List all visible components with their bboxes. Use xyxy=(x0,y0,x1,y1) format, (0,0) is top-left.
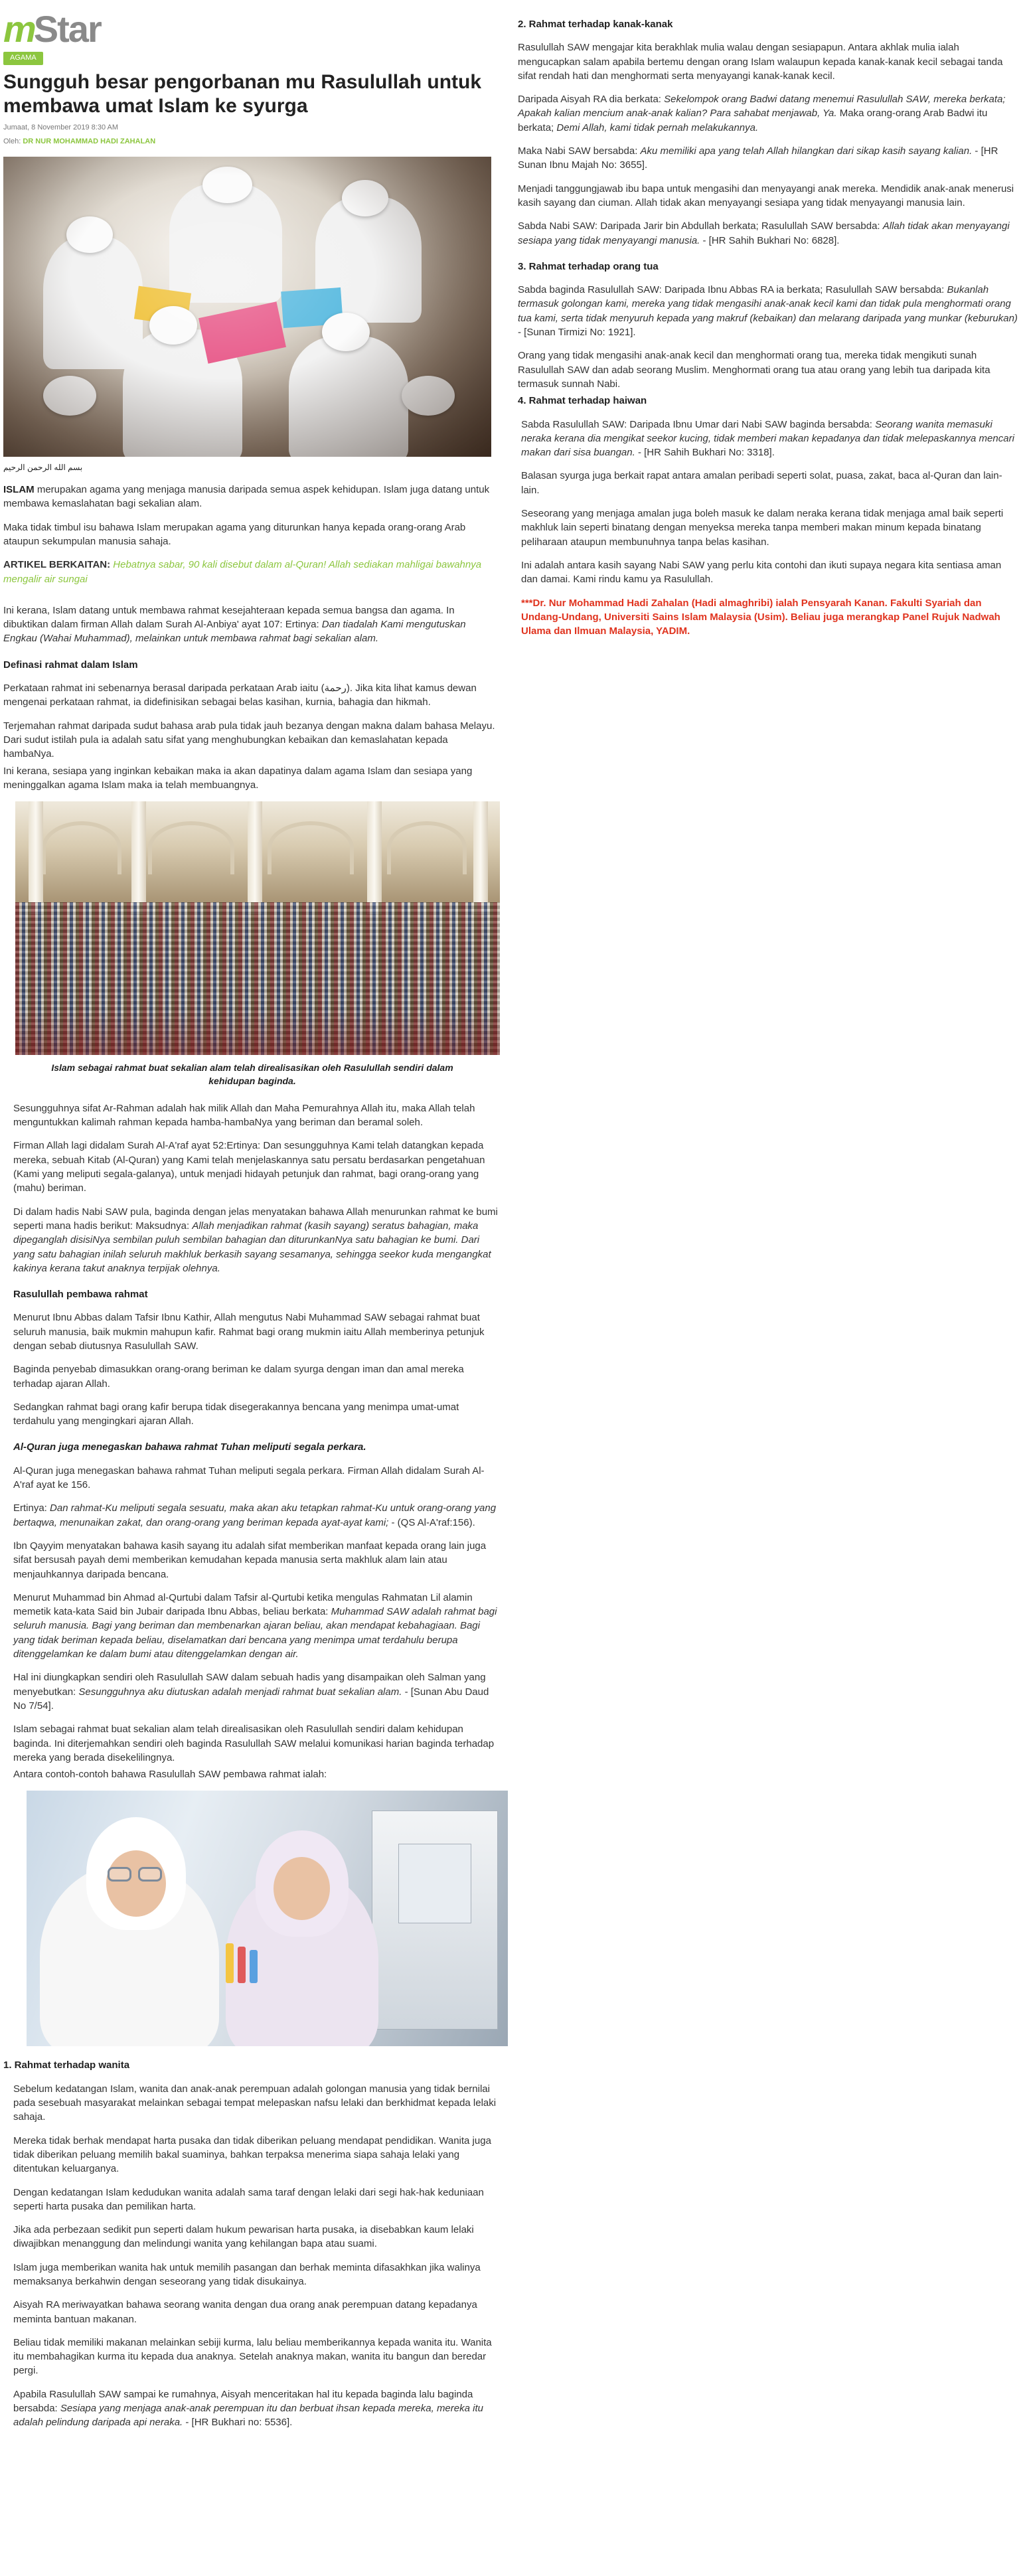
paragraph: Firman Allah lagi didalam Surah Al-A'raf ayat 52:Ertinya: Dan sesungguhnya Kami telah datangkan kepada mereka, sebuah Kitab (Al-Quran) yang Kami telah menjelaskannya satu persatu berdasarkan pengetahuan (Kami yang meliputi segala-galanya), untuk menjadi hidayah petunjuk dan rahmat, bagi orang-orang yang (mahu) beriman. xyxy=(13,1140,485,1194)
hero-image xyxy=(3,157,491,457)
section-heading: 3. Rahmat terhadap orang tua xyxy=(518,260,659,272)
related-article xyxy=(3,558,501,586)
paragraph: Menurut Ibnu Abbas dalam Tafsir Ibnu Kathir, Allah mengutus Nabi Muhammad SAW sebagai rahmat buat seluruh manusia, baik mukmin mahupun kafir. Rahmat bagi orang mukmin iaitu Allah memberinya petunjuk dengan sebab diutusnya Rasulullah SAW. xyxy=(13,1312,485,1352)
paragraph: Al-Quran juga menegaskan bahawa rahmat Tuhan meliputi segala perkara. Firman Allah didalam Surah Al-A'raf ayat ke 156. xyxy=(13,1465,485,1491)
paragraph: Ini kerana, Islam datang untuk membawa rahmat kesejahteraan kepada semua bangsa dan agama. In dibuktikan dalam firman Allah dalam Surah Al-Anbiya' ayat 107: Ertinya: Dan tiadalah Kami mengutuskan Engkau (Wahai Muhammad), melainkan untuk membawa rahmat bagi sekalian alam. xyxy=(3,604,466,645)
author-name[interactable]: DR NUR MOHAMMAD HADI ZAHALAN xyxy=(23,137,156,146)
paragraph: Ibn Qayyim menyatakan bahawa kasih sayang itu adalah sifat memberikan manfaat kepada orang lain juga sifat bersusah payah demi memberikan kemudahan kepada manusia serta makhluk alam lain atau menjauhkannya daripada bencana. xyxy=(13,1540,487,1580)
paragraph: Antara contoh-contoh bahawa Rasulullah SAW pembawa rahmat ialah: xyxy=(13,1769,327,1781)
paragraph: Menjadi tanggungjawab ibu bapa untuk mengasihi dan menyayangi anak mereka. Mendidik anak-anak menerusi kasih sayang dan ciuman. Allah tidak akan menyayangi sesiapa yang tidak menyayangi manusia lain. xyxy=(518,183,1014,208)
paragraph: Balasan syurga juga berkait rapat antara amalan peribadi seperti solat, puasa, zakat, baca al-Quran dan lain-lain. xyxy=(521,470,1002,496)
paragraph: Aisyah RA meriwayatkan bahawa seorang wanita dengan dua orang anak perempuan datang kepadanya meminta bantuan makanan. xyxy=(13,2299,477,2325)
paragraph: Sedangkan rahmat bagi orang kafir berupa tidak disegerakannya bencana yang menimpa umat-umat terdahulu yang mengingkari ajaran Allah. xyxy=(13,1401,459,1427)
related-link[interactable]: Hebatnya sabar, 90 kali disebut dalam al-Quran! Allah sediakan mahligai bawahnya mengalir air sungai xyxy=(3,559,482,585)
paragraph: Apabila Rasulullah SAW sampai ke rumahnya, Aisyah menceritakan hal itu kepada baginda lalu baginda bersabda: Sesiapa yang menjaga anak-anak perempuan itu dan berbuat ihsan kepada mereka, mereka itu adalah pelindung daripada api neraka. - [HR Bukhari no: 5536]. xyxy=(13,2388,483,2429)
author-bio: ***Dr. Nur Mohammad Hadi Zahalan (Hadi almaghribi) ialah Pensyarah Kanan. Fakulti Syariah dan Undang-Undang, Universiti Sains Islam Malaysia (Usim). Beliau juga merangkap Panel Rujuk Nadwah Ulama dan Ilmuan Malaysia, YADIM. xyxy=(521,597,1000,637)
paragraph: Daripada Aisyah RA dia berkata: Sekelompok orang Badwi datang menemui Rasulullah SAW, mereka berkata; Apakah kalian mencium anak-anak kalian? Para sahabat menjawab, Ya. Maka orang-orang Arab Badwi itu berkata; Demi Allah, kami tidak pernah melakukannya. xyxy=(518,94,1006,133)
paragraph: Maka Nabi SAW bersabda: Aku memiliki apa yang telah Allah hilangkan dari sikap kasih sayang kalian. - [HR Sunan Ibnu Majah No: 3655]. xyxy=(518,145,998,171)
mosque-caption: Islam sebagai rahmat buat sekalian alam telah direalisasikan oleh Rasulullah sendiri dalam kehidupan baginda. xyxy=(51,1062,453,1086)
article-title: Sungguh besar pengorbanan mu Rasulullah untuk membawa umat Islam ke syurga xyxy=(3,70,482,118)
logo-star: Star xyxy=(33,8,101,50)
paragraph: Beliau tidak memiliki makanan melainkan sebiji kurma, lalu beliau memberikannya kepada wanita itu. Wanita itu membahagikan kurma itu kepada dua anaknya. Setelah anaknya makan, wanita itu bangun dan beredar pergi. xyxy=(13,2336,492,2377)
mosque-image xyxy=(15,801,500,1055)
paragraph: Perkataan rahmat ini sebenarnya berasal daripada perkataan Arab iaitu (رحمة). Jika kita lihat kamus dewan mengenai perkataan rahmat, ia didefinisikan sebagai belas kasihan, kurnia, bahagia dan hikmah. xyxy=(3,683,477,708)
paragraph: Dengan kedatangan Islam kedudukan wanita adalah sama taraf dengan lelaki dari segi hak-hak keduniaan seperti harta pusaka dan pemilikan harta. xyxy=(13,2186,484,2212)
related-label: ARTIKEL BERKAITAN: xyxy=(3,559,111,571)
paragraph: Menurut Muhammad bin Ahmad al-Qurtubi dalam Tafsir al-Qurtubi ketika mengulas Rahmatan Lil alamin memetik kata-kata Said bin Jubair daripada Ibnu Abbas, beliau berkata: Muhammad SAW adalah rahmat bagi seluruh manusia. Bagi yang beriman dan membenarkan ajaran beliau, akan mendapat kebahagiaan. Bagi yang tidak beriman kepada beliau, diselamatkan dari bencana yang menimpa umat terdahulu berupa ditenggelamkan ke dalam bumi atau ditenggelamkan dengan air. xyxy=(13,1591,497,1660)
paragraph: Sabda baginda Rasulullah SAW: Daripada Ibnu Abbas RA ia berkata; Rasulullah SAW bersabda: Bukanlah termasuk golongan kami, mereka yang tidak mengasihi anak-anak kecil kami dan tidak pula menghormati orang tua kami, serta tidak menyuruh kepada yang makruf (kebaikan) dan melarang daripada yang munkar (keburukan) - [Sunan Tirmizi No: 1921]. xyxy=(518,284,1018,339)
paragraph: Maka tidak timbul isu bahawa Islam merupakan agama yang diturunkan hanya kepada orang-orang Arab ataupun sekumpulan manusia sahaja. xyxy=(3,521,466,547)
section-heading: Definasi rahmat dalam Islam xyxy=(3,659,138,671)
paragraph: Di dalam hadis Nabi SAW pula, baginda dengan jelas menyatakan bahawa Allah menurunkan rahmat ke bumi seperti mana hadis berikut: Maksudnya: Allah menjadikan rahmat (kasih sayang) seratus bahagian, maka dipeganglah disisiNya sembilan puluh sembilan bahagian dan diturunkanNya satu bahagian ke bumi. Dari yang satu bahagian inilah seluruh makhluk berkasih sayang sesamanya, sehingga seekor kuda mengangkat kakinya kerana takut anaknya terpijak olehnya. xyxy=(13,1206,498,1274)
section-heading: Rasulullah pembawa rahmat xyxy=(13,1289,148,1301)
intro-text: merupakan agama yang menjaga manusia daripada semua aspek kehidupan. Islam juga datang untuk membawa kemaslahatan bagi sekalian alam. xyxy=(3,484,490,510)
paragraph: Islam sebagai rahmat buat sekalian alam telah direalisasikan oleh Rasulullah sendiri dalam kehidupan baginda. Ini diterjemahkan sendiri oleh baginda Rasulullah SAW melalui komunikasi harian baginda terhadap mereka yang berada disekelilingnya. xyxy=(13,1724,495,1763)
logo-m: m xyxy=(3,8,34,50)
category-badge[interactable]: AGAMA xyxy=(3,52,43,65)
section-heading: Al-Quran juga menegaskan bahawa rahmat Tuhan meliputi segala perkara. xyxy=(13,1441,366,1453)
article-date: Jumaat, 8 November 2019 8:30 AM xyxy=(3,123,119,131)
paragraph: Islam juga memberikan wanita hak untuk memilih pasangan dan berhak meminta difasakhkan jika walinya memaksanya berkahwin dengan seseorang yang tidak disukainya. xyxy=(13,2261,481,2287)
paragraph: Sabda Nabi SAW: Daripada Jarir bin Abdullah berkata; Rasulullah SAW bersabda: Allah tidak akan menyayangi sesiapa yang tidak menyayangi manusia. - [HR Sahih Bukhari No: 6828]. xyxy=(518,220,1010,246)
intro-dropword: ISLAM xyxy=(3,484,35,496)
section-heading: 2. Rahmat terhadap kanak-kanak xyxy=(518,19,673,30)
paragraph: Sabda Rasulullah SAW: Daripada Ibnu Umar dari Nabi SAW baginda bersabda: Seorang wanita memasuki neraka kerana dia mengikat seekor kucing, tidak memberi makan kepadanya dan tidak melepaskannya mencari makan dari sisa buangan. - [HR Sahih Bukhari No: 3318]. xyxy=(521,418,1014,459)
author-prefix: Oleh: xyxy=(3,137,21,146)
paragraph: Ertinya: Dan rahmat-Ku meliputi segala sesuatu, maka akan aku tetapkan rahmat-Ku untuk orang-orang yang bertaqwa, menunaikan zakat, dan orang-orang yang beriman kepada ayat-ayat kami; - (QS Al-A'raf:156). xyxy=(13,1502,497,1528)
paragraph: Sesungguhnya sifat Ar-Rahman adalah hak milik Allah dan Maha Pemurahnya Allah itu, maka Allah telah menguntukkan kalimah rahman kepada hamba-hambaNya yang beriman dan beramal soleh. xyxy=(13,1102,475,1129)
section-heading: 4. Rahmat terhadap haiwan xyxy=(518,395,647,407)
article-byline xyxy=(3,137,501,147)
left-column xyxy=(3,0,501,2430)
paragraph: Seseorang yang menjaga amalan juga boleh masuk ke dalam neraka kerana tidak menjaga amal baik seperti makhluk lain seperti binatang dengan menyeksa mereka tanpa memberi makan minum kepada binatang peliharaan ataupun membunuhnya tanpa belas kasihan. xyxy=(521,508,1004,548)
paragraph: Jika ada perbezaan sedikit pun seperti dalam hukum pewarisan harta pusaka, ia disebabkan kaum lelaki diwajibkan menanggung dan melindungi wanita yang kehilangan bapa atau suami. xyxy=(13,2224,474,2250)
paragraph: Ini adalah antara kasih sayang Nabi SAW yang perlu kita contohi dan ikuti supaya negara kita sentiasa aman dan damai. Kami rindu kamu ya Rasulullah. xyxy=(521,559,1002,586)
intro-paragraph xyxy=(3,483,501,511)
section-heading: 1. Rahmat terhadap wanita xyxy=(3,2059,130,2071)
paragraph: Rasulullah SAW mengajar kita berakhlak mulia walau dengan sesiapapun. Antara akhlak mulia ialah mengucapkan salam apabila bertemu dengan orang Islam walaupun kepada kanak-kanak kecil sebagai tanda sifat rendah hati dan menghormati serta menyayangi kanak-kanak kecil. xyxy=(518,42,1003,82)
paragraph: Orang yang tidak mengasihi anak-anak kecil dan menghormati orang tua, mereka tidak mengikuti sunah Rasulullah SAW dan adab seorang Muslim. Menghormati orang tua atau orang yang lebih tua daripada kita termasuk sunnah Nabi. xyxy=(518,350,990,390)
paragraph: Mereka tidak berhak mendapat harta pusaka dan tidak diberikan peluang mendapat pendidikan. Wanita juga tidak diberikan peluang memilih bakal suaminya, bahkan terpaksa menerima siapa sahaja lelaki yang ditentukan keluarganya. xyxy=(13,2134,491,2175)
bismillah: بسم الله الرحمن الرحيم xyxy=(3,463,83,473)
paragraph: Baginda penyebab dimasukkan orang-orang beriman ke dalam syurga dengan iman dan amal mereka terhadap ajaran Allah. xyxy=(13,1364,464,1390)
paragraph: Hal ini diungkapkan sendiri oleh Rasulullah SAW dalam sebuah hadis yang disampaikan oleh Salman yang menyebutkan: Sesungguhnya aku diutuskan adalah menjadi rahmat buat sekalian alam. - [Sunan Abu Daud No 7/54]. xyxy=(13,1672,489,1712)
paragraph: Sebelum kedatangan Islam, wanita dan anak-anak perempuan adalah golongan manusia yang tidak bernilai pada sesebuah masyarakat melainkan sebagai tempat melepaskan nafsu lelaki dan berkhidmat kepada lelaki sahaja. xyxy=(13,2083,497,2123)
mstar-logo[interactable] xyxy=(3,0,501,48)
paragraph: Ini kerana, sesiapa yang inginkan kebaikan maka ia akan dapatinya dalam agama Islam dan sesiapa yang meninggalkan agama Islam maka ia telah membuangnya. xyxy=(3,765,473,791)
right-column xyxy=(518,0,1019,638)
lab-image xyxy=(27,1791,508,2046)
paragraph: Terjemahan rahmat daripada sudut bahasa arab pula tidak jauh bezanya dengan makna dalam bahasa Melayu. Dari sudut istilah pula ia adalah satu sifat yang menghubungkan kebaikan dan kemaslahatan kepada hambaNya. xyxy=(3,720,495,760)
